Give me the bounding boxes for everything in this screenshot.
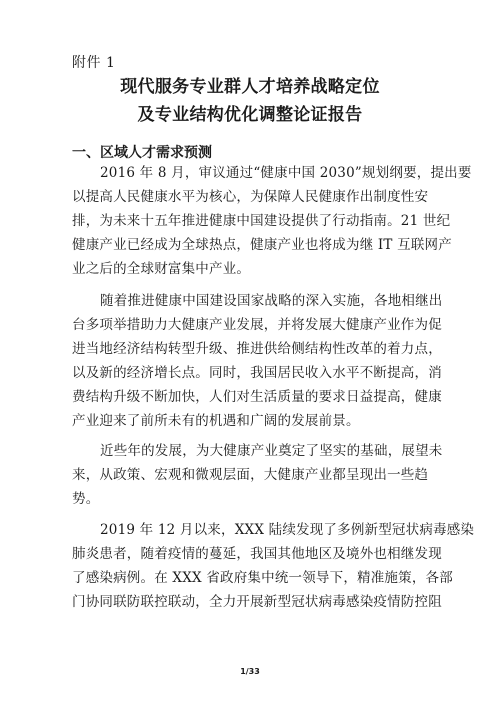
document-title-line-1: 现代服务专业群人才培养战略定位	[120, 77, 380, 97]
paragraph-2-line-4: 以及新的经济增长点。同时，我国居民收入水平不断提高，消	[72, 365, 442, 381]
paragraph-4-line-4: 门协同联防联控联动，全力开展新型冠状病毒感染疫情防控阻	[72, 594, 442, 610]
paragraph-1-line-2: 以提高人民健康水平为核心，为保障人民健康作出制度性安	[72, 189, 429, 205]
paragraph-3-line-2: 来，从政策、宏观和微观层面，大健康产业都呈现出一些趋	[72, 467, 429, 483]
attachment-label: 附件 1	[72, 55, 116, 71]
paragraph-1-line-5: 业之后的全球财富集中产业。	[72, 261, 251, 277]
paragraph-2-line-2: 台多项举措助力大健康产业发展，并将发展大健康产业作为促	[72, 317, 442, 333]
paragraph-2-line-6: 产业迎来了前所未有的机遇和广阔的发展前景。	[72, 413, 360, 429]
page-number: 1/33	[240, 667, 260, 676]
paragraph-3-line-3: 势。	[72, 491, 100, 507]
paragraph-2-line-3: 进当地经济结构转型升级、推进供给侧结构性改革的着力点，	[72, 341, 442, 357]
paragraph-1-line-1: 2016 年 8 月，审议通过“健康中国 2030”规划纲要，提出要	[100, 165, 472, 181]
paragraph-2-line-5: 费结构升级不断加快，人们对生活质量的要求日益提高，健康	[72, 389, 442, 405]
document-title-line-2: 及专业结构优化调整论证报告	[137, 105, 363, 125]
paragraph-4-line-2: 肺炎患者，随着疫情的蔓延，我国其他地区及境外也相继发现	[72, 546, 442, 562]
paragraph-1-line-3: 排，为未来十五年推进健康中国建设提供了行动指南。21 世纪	[72, 213, 451, 229]
section-heading: 一、区域人才需求预测	[72, 145, 212, 161]
paragraph-4-line-3: 了感染病例。在 XXX 省政府集中统一领导下，精准施策，各部	[72, 570, 453, 586]
paragraph-4-line-1: 2019 年 12 月以来，XXX 陆续发现了多例新型冠状病毒感染	[100, 522, 475, 538]
paragraph-1-line-4: 健康产业已经成为全球热点，健康产业也将成为继 IT 互联网产	[72, 237, 452, 253]
paragraph-2-line-1: 随着推进健康中国建设国家战略的深入实施，各地相继出	[100, 293, 443, 309]
paragraph-3-line-1: 近些年的发展，为大健康产业奠定了坚实的基础，展望未	[100, 443, 443, 459]
